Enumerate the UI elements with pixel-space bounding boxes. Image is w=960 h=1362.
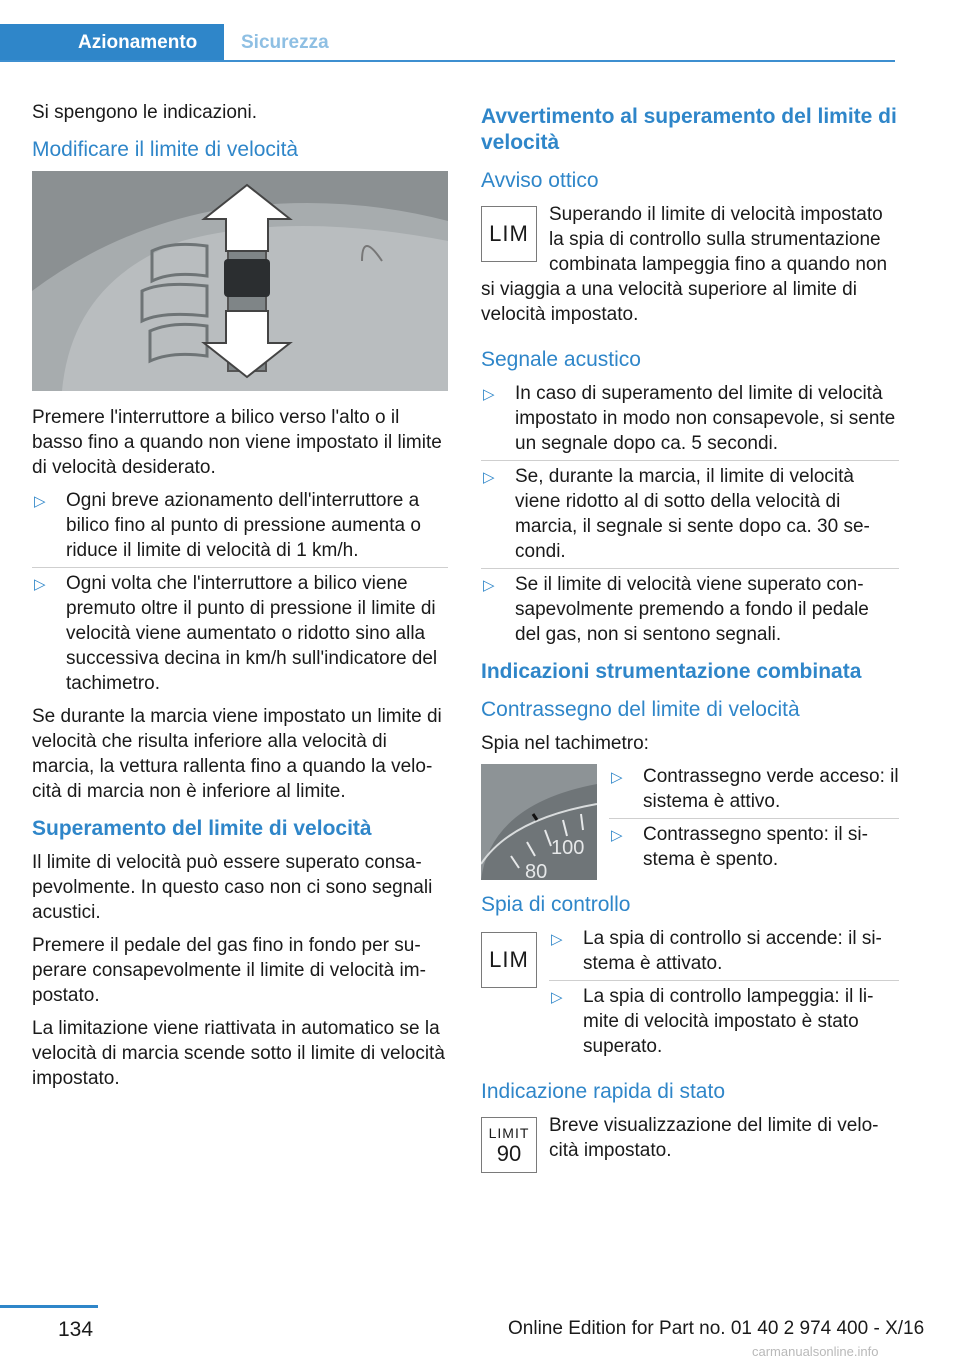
paragraph: Premere il pedale del gas fino in fondo per superare consapevolmente il limite di velocità impostato.	[32, 935, 426, 1006]
paragraph: Superando il limite di velocità impostato la spia di controllo sulla strumentazione combinata lampeggia fino a quando non si viaggia a una velocità superiore al limite di velocità impostato.	[481, 204, 888, 325]
bullet-list	[609, 764, 899, 872]
triangle-bullet-icon: ▷	[611, 827, 623, 844]
header-rule	[0, 60, 895, 62]
limit-value: 90	[496, 1141, 522, 1166]
tachometer-photo	[481, 764, 597, 880]
triangle-bullet-icon: ▷	[483, 469, 495, 486]
tab-sicurezza[interactable]: Sicurezza	[241, 32, 329, 53]
list-item: ▷ La spia di controllo si accende: il sistema è attivato.	[549, 926, 899, 976]
limit-90-icon	[481, 1117, 537, 1173]
heading-quick-status: Indicazione rapida di stato	[481, 1080, 725, 1103]
triangle-bullet-icon: ▷	[551, 989, 563, 1006]
right-column	[481, 100, 899, 1177]
limit-label: LIMIT	[488, 1125, 530, 1141]
list-item: ▷ Se, durante la marcia, il limite di velocità viene ridotto al di sotto della velocità di marcia, il segnale si sente dopo ca. 30 secondi.	[481, 464, 899, 564]
paragraph: Breve visualizzazione del limite di velocità impostato.	[549, 1115, 879, 1161]
heading-limit-mark: Contrassegno del limite di velocità	[481, 698, 800, 721]
list-item: ▷ Ogni volta che l'interruttore a bilico viene premuto oltre il punto di pressione il limite di velocità viene aumentato o ridotto sino alla successiva decina in km/h sull'indicatore del tachimetro.	[34, 573, 438, 694]
bullet-list	[481, 381, 899, 647]
paragraph: Il limite di velocità può essere superato consapevolmente. In questo caso non ci sono segnali acustici.	[32, 852, 433, 923]
list-item: ▷ Se il limite di velocità viene superato consapevolmente premendo a fondo il pedale del gas, non si sentono segnali.	[483, 574, 869, 645]
lim-indicator-icon: LIM	[481, 932, 537, 988]
edition-text: Online Edition for Part no. 01 40 2 974 400 - X/16	[508, 1318, 925, 1339]
paragraph: Spia nel tachimetro:	[481, 733, 649, 754]
lim-indicator-icon: LIM	[481, 206, 537, 262]
tach-label: 80	[525, 861, 548, 880]
bullet-list	[32, 488, 448, 696]
indicator-block	[481, 926, 899, 1067]
left-column	[32, 100, 448, 1099]
triangle-bullet-icon: ▷	[483, 386, 495, 403]
paragraph: Premere l'interruttore a bilico verso l'alto o il basso fino a quando non viene impostato il limite di velocità desiderato.	[32, 407, 442, 478]
bullet-list	[549, 926, 899, 1059]
heading-modify-limit: Modificare il limite di velocità	[32, 138, 299, 161]
heading-indicator-light: Spia di controllo	[481, 893, 631, 916]
heading-visual-warning: Avviso ottico	[481, 169, 599, 192]
triangle-bullet-icon: ▷	[611, 769, 623, 786]
page-number: 134	[58, 1318, 94, 1341]
triangle-bullet-icon: ▷	[34, 576, 46, 593]
list-item: ▷ La spia di controllo lampeggia: il limite di velocità impostato è stato superato.	[551, 986, 874, 1057]
heading-exceed-limit: Superamento del limite di velocità	[32, 817, 372, 840]
list-item: ▷ Ogni breve azionamento dell'interruttore a bilico fino al punto di pressione aumenta o riduce il limite di velocità di 1 km/h.	[32, 488, 448, 563]
heading-speed-warning: Avvertimento al superamento del limite di velocità	[481, 105, 897, 154]
triangle-bullet-icon: ▷	[34, 493, 46, 510]
visual-warning-block	[481, 202, 899, 335]
list-item: ▷ In caso di superamento del limite di velocità impostato in modo non consapevole, si sente un segnale dopo ca. 5 secondi.	[481, 381, 899, 456]
watermark: carmanualsonline.info	[752, 1344, 879, 1359]
steering-wheel-rocker-switch-photo	[32, 171, 448, 391]
triangle-bullet-icon: ▷	[483, 577, 495, 594]
paragraph: Se durante la marcia viene impostato un limite di velocità che risulta inferiore alla velocità di marcia, la vettura rallenta fino a quando la velocità di marcia non è inferiore al limite.	[32, 706, 442, 802]
tab-azionamento[interactable]: Azionamento	[0, 24, 224, 62]
tachometer-block	[481, 764, 899, 880]
tach-label: 100	[551, 837, 585, 859]
heading-acoustic-signal: Segnale acustico	[481, 348, 641, 371]
heading-instrument-cluster: Indicazioni strumentazione combinata	[481, 660, 862, 683]
list-item: ▷ Contrassegno verde acceso: il sistema è attivo.	[609, 764, 899, 814]
triangle-bullet-icon: ▷	[551, 931, 563, 948]
footer-rule	[0, 1305, 98, 1308]
paragraph: La limitazione viene riattivata in automatico se la velocità di marcia scende sotto il limite di velocità impostato.	[32, 1018, 445, 1089]
paragraph: Si spengono le indicazioni.	[32, 102, 257, 123]
quick-status-block	[481, 1113, 899, 1177]
list-item: ▷ Contrassegno spento: il sistema è spento.	[611, 824, 868, 870]
